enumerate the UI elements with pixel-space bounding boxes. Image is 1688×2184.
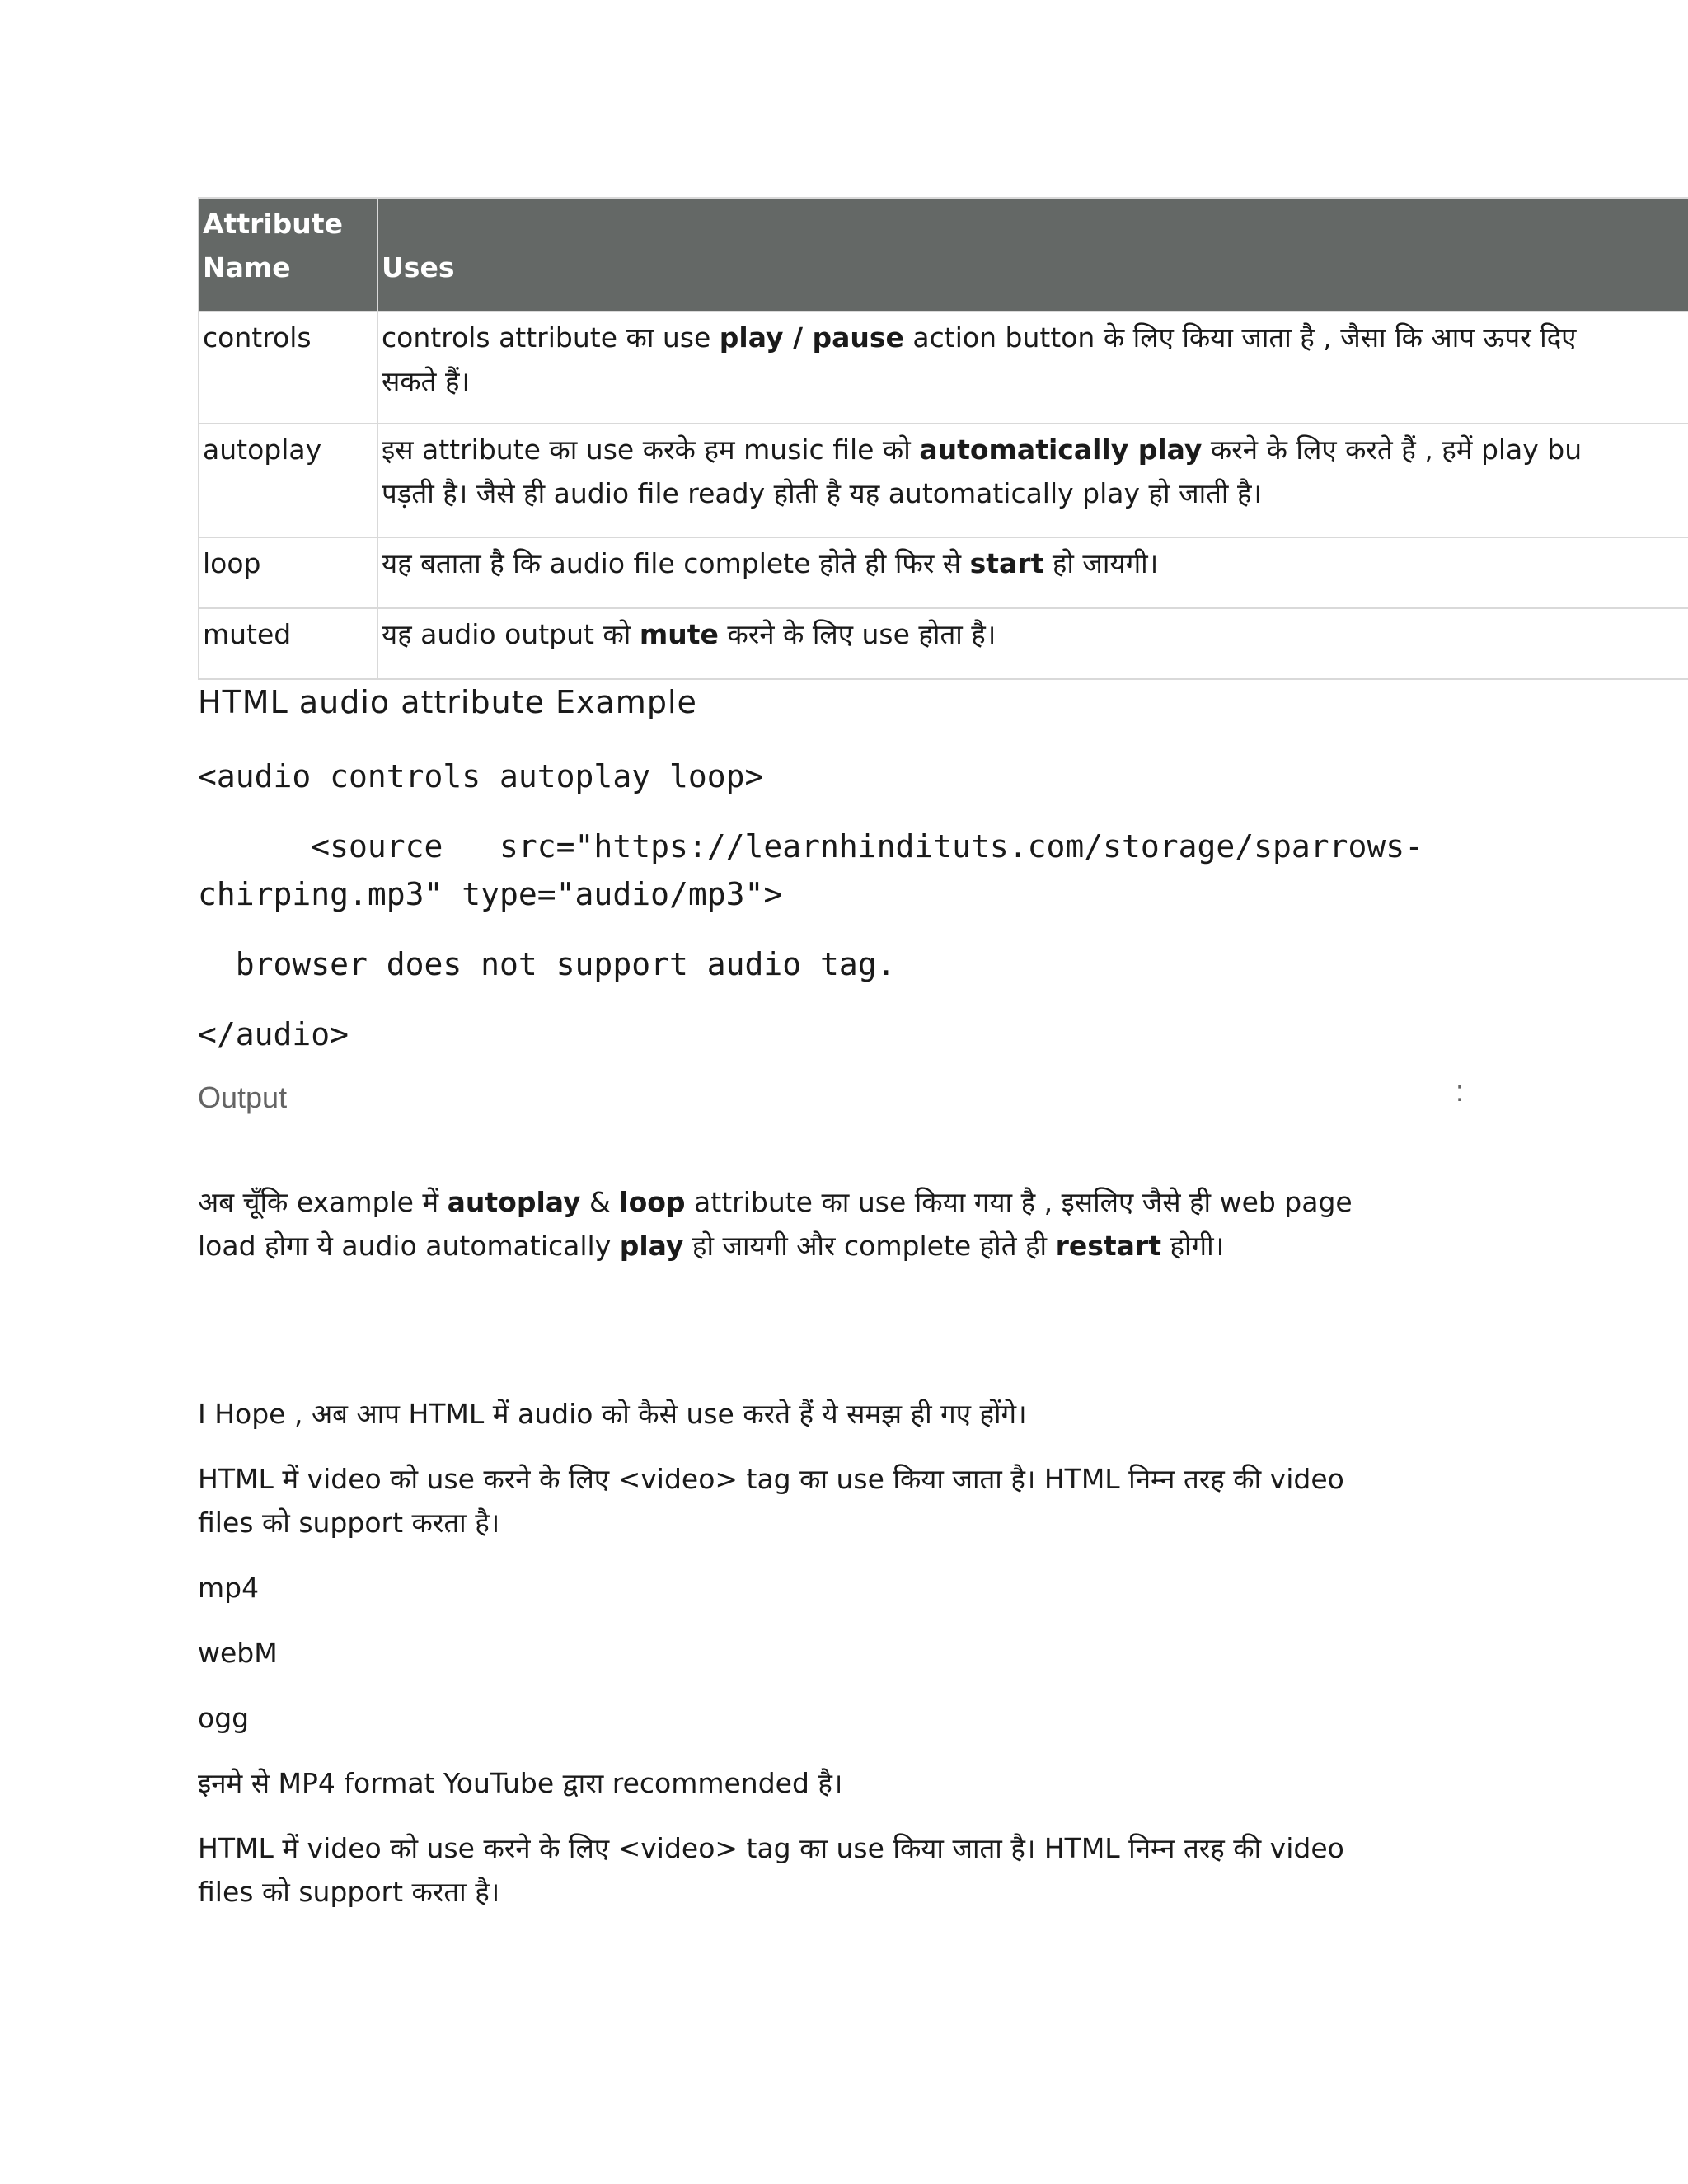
video-paragraph-1-line-2: files को support करता है। <box>198 1507 500 1539</box>
use-text: हो जायगी। <box>1043 547 1159 579</box>
use-text: करने के लिए use होता है। <box>718 618 996 650</box>
attribute-name-cell: muted <box>199 608 377 679</box>
attribute-use-cell <box>377 608 1688 679</box>
use-bold-text: play / pause <box>719 321 904 354</box>
video-paragraph-1-line-1: HTML में video को use करने के लिए <video> tag का use किया जाता है। HTML निम्न तरह की video <box>198 1463 1344 1495</box>
explanation-text: load होगा ये audio automatically <box>198 1230 620 1262</box>
explanation-text: अब चूँकि example में <box>198 1186 448 1218</box>
use-bold-text: automatically play <box>919 434 1203 466</box>
table-header-attribute-name <box>199 198 377 312</box>
attribute-use-cell <box>377 537 1688 608</box>
explanation-text: & <box>580 1186 620 1218</box>
explanation-bold-text: autoplay <box>447 1186 581 1218</box>
explanation-bold-text: restart <box>1055 1230 1161 1262</box>
format-item-mp4: mp4 <box>198 1572 260 1604</box>
example-heading: HTML audio attribute Example <box>198 684 697 720</box>
code-line-source: <source src="https://learnhindituts.com/storage/sparrows- <box>198 828 1424 865</box>
attribute-use-cell <box>377 312 1688 424</box>
use-line <box>382 541 1688 585</box>
table-header-uses: Uses <box>377 198 1688 312</box>
table-row <box>199 424 1688 537</box>
use-text: controls attribute का use <box>382 321 720 354</box>
use-text: इस attribute का use करके हम music file को <box>382 434 920 466</box>
explanation-line-1 <box>198 1180 1472 1224</box>
table-row <box>199 312 1688 424</box>
attribute-name-cell: autoplay <box>199 424 377 537</box>
table-row <box>199 608 1688 679</box>
hope-line: I Hope , अब आप HTML में audio को कैसे use करते हैं ये समझ ही गए होंगे। <box>198 1398 1027 1430</box>
table-row <box>199 537 1688 608</box>
use-bold-text: start <box>969 547 1044 579</box>
use-text: करने के लिए करते हैं , हमें play bu <box>1202 434 1582 466</box>
code-line-fallback: browser does not support audio tag. <box>198 946 896 982</box>
use-bold-text: mute <box>639 618 719 650</box>
use-text: यह audio output को <box>382 618 640 650</box>
explanation-bold-text: loop <box>619 1186 686 1218</box>
use-line <box>382 428 1688 471</box>
explanation-text: होगी। <box>1160 1230 1225 1262</box>
video-paragraph-2-line-1: HTML में video को use करने के लिए <video> tag का use किया जाता है। HTML निम्न तरह की video <box>198 1832 1344 1864</box>
attribute-name-cell: loop <box>199 537 377 608</box>
attribute-table <box>198 197 1688 680</box>
table-header-row <box>199 198 1688 312</box>
use-text: यह बताता है कि audio file complete होते ही फिर से <box>382 547 970 579</box>
code-line-audio-close: </audio> <box>198 1016 349 1052</box>
output-colon: : <box>1456 1074 1465 1108</box>
use-line <box>382 316 1688 359</box>
explanation-bold-text: play <box>619 1230 684 1262</box>
header-name-line2: Name <box>203 251 291 284</box>
explanation-line-2 <box>198 1224 1472 1268</box>
attribute-name-cell: controls <box>199 312 377 424</box>
use-line: सकते हैं। <box>382 365 470 397</box>
output-label: Output <box>198 1080 288 1114</box>
explanation-text: हो जायगी और complete होते ही <box>683 1230 1056 1262</box>
format-item-webm: webM <box>198 1637 278 1669</box>
code-line-source-cont: chirping.mp3" type="audio/mp3"> <box>198 876 783 912</box>
explanation-text: attribute का use किया गया है , इसलिए जैसे ही web page <box>685 1186 1353 1218</box>
header-name-line1: Attribute <box>203 208 343 240</box>
video-paragraph-2-line-2: files को support करता है। <box>198 1876 500 1908</box>
use-line <box>382 612 1688 656</box>
use-line: पड़ती है। जैसे ही audio file ready होती है यह automatically play हो जाती है। <box>382 477 1262 509</box>
format-item-ogg: ogg <box>198 1702 250 1734</box>
use-text: action button के लिए किया जाता है , जैसा कि आप ऊपर दिए <box>903 321 1577 354</box>
attribute-use-cell <box>377 424 1688 537</box>
recommend-line: इनमे से MP4 format YouTube द्वारा recommended है। <box>198 1767 843 1799</box>
code-line-audio-open: <audio controls autoplay loop> <box>198 758 764 794</box>
